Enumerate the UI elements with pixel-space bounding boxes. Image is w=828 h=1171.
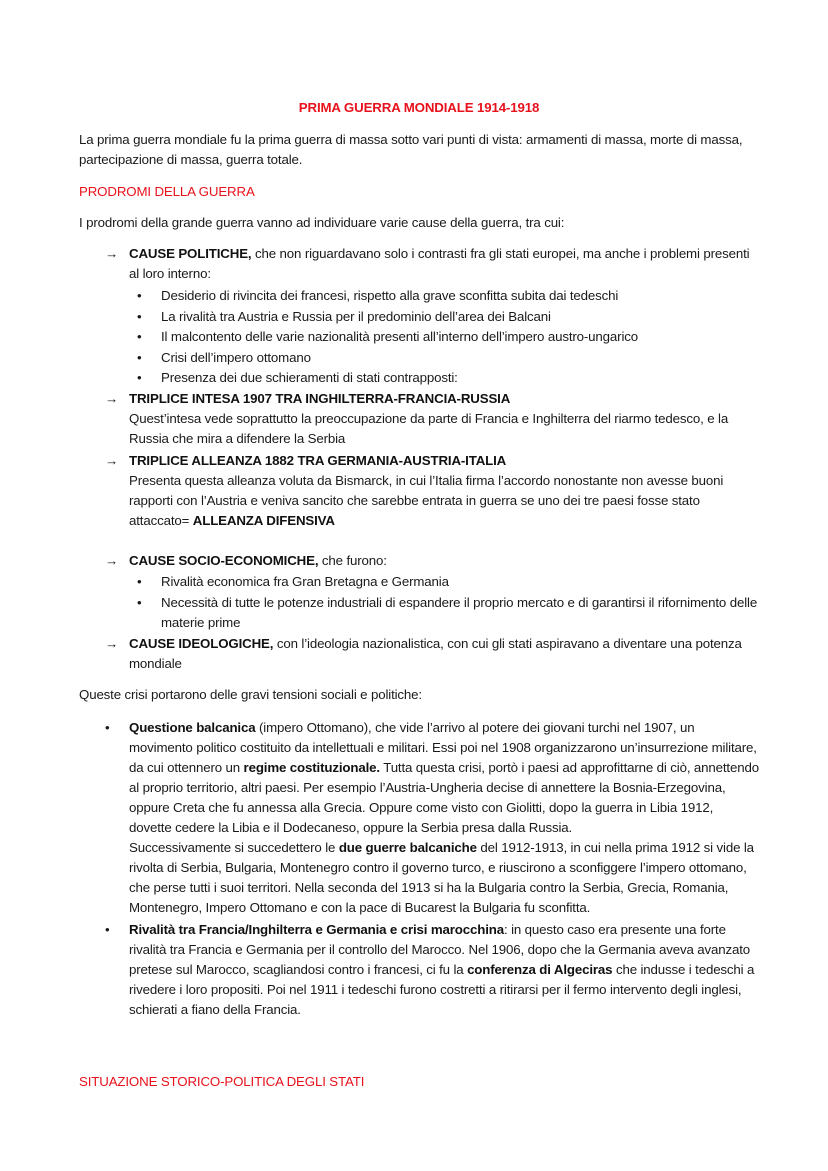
list-item: • Necessità di tutte le potenze industriali di espandere il proprio mercato e di garantirsi il rifornimento delle materie prime <box>137 594 758 630</box>
bullet-icon: • <box>137 370 142 385</box>
list-item: • La rivalità tra Austria e Russia per il predominio dell’area dei Balcani <box>161 307 759 328</box>
list-item-rivalita: • Rivalità tra Francia/Inghilterra e Germania e crisi marocchina: in questo caso era presente una forte rivalità tra Francia e Germania per il controllo del Marocco. Nel 1906, dopo che la Germania aveva avanzato pretese sul Marocco, scagliandosi contro i francesi, ci fu la conferenza di Algeciras che indusse i tedeschi a rivedere i loro propositi. Poi nel 1911 i tedeschi furono costretti a ritirarsi per il fermo intervento degli inglesi, schierati a fiano della Francia. <box>105 922 755 1017</box>
bullet-icon: • <box>137 594 142 610</box>
label-triplice-intesa: TRIPLICE INTESA 1907 TRA INGHILTERRA-FRANCIA-RUSSIA <box>129 391 511 406</box>
section-heading-situazione: SITUAZIONE STORICO-POLITICA DEGLI STATI <box>79 1074 365 1089</box>
list-cause-socio <box>137 572 759 633</box>
text-cause-socio: che furono: <box>318 553 387 568</box>
label-cause-socio: CAUSE SOCIO-ECONOMICHE, <box>129 553 319 568</box>
prodromi-lead: I prodromi della grande guerra vanno ad individuare varie cause della guerra, tra cui: <box>79 215 565 230</box>
list-cause-politiche <box>137 286 759 389</box>
label-cause-politiche: CAUSE POLITICHE, <box>129 246 252 261</box>
bullet-icon: • <box>137 308 142 324</box>
text-cause-ideologiche: con l’ideologia nazionalistica, con cui gli stati aspiravano a diventare una potenza mondiale <box>129 636 742 671</box>
list-item: • Presenza dei due schieramenti di stati contrapposti: <box>161 368 759 389</box>
bullet-icon: • <box>105 922 110 937</box>
bullet-icon: • <box>137 574 142 589</box>
bullet-icon: • <box>137 349 142 365</box>
bullet-icon: • <box>137 288 142 303</box>
arrow-right-icon: → <box>105 246 119 261</box>
bullet-icon: • <box>137 329 142 344</box>
list-crisi <box>105 718 759 1020</box>
section-heading-prodromi: PRODROMI DELLA GUERRA <box>79 184 255 199</box>
document-title: PRIMA GUERRA MONDIALE 1914-1918 <box>298 100 540 115</box>
bullet-icon: • <box>105 720 110 735</box>
list-item: • Il malcontento delle varie nazionalità presenti all’interno dell’impero austro-ungarico <box>161 327 759 348</box>
arrow-right-icon: → <box>105 453 119 468</box>
alleanza-difensiva: ALLEANZA DIFENSIVA <box>192 513 335 528</box>
arrow-right-icon: → <box>105 391 119 406</box>
list-item-questione-balcanica: • Questione balcanica (impero Ottomano), che vide l’arrivo al potere dei giovani turchi nel 1907, un movimento politico costituito da intellettuali e militari. Essi poi nel 1908 organizzarono un’insurrezione militare, da cui ottennero un regime costituzionale. Tutta questa crisi, portò i paesi ad approfittarne di ciò, annettendo al proprio territorio, altri paesi. Per esempio l’Austria-Ungheria decise di annettere la Bosnia-Erzegovina, oppure Creta che fu annessa alla Grecia. Oppure come visto con Giolitti, dopo la guerra in Libia 1912, dovette cedere la Libia e il Dodecaneso, oppure la Serbia presa dalla Russia. Successivamente si succedettero le due guerre balcaniche del 1912-1913, in cui nella prima 1912 si vide la rivolta di Serbia, Bulgaria, Montenegro contro il governo turco, e riuscirono a sconfiggere l’impero ottomano, che perse tutti i suoi territori. Nella seconda del 1913 si ha la Bulgaria contro la Serbia, Grecia, Romania, Montenegro, Impero Ottomano e con la pace di Bucarest la Bulgaria fu sconfitta. <box>105 720 759 915</box>
text-cause-politiche: che non riguardavano solo i contrasti fra gli stati europei, ma anche i problemi presenti al loro interno: <box>129 246 750 281</box>
list-item: • Crisi dell’impero ottomano <box>161 348 759 369</box>
intro-paragraph: La prima guerra mondiale fu la prima guerra di massa sotto vari punti di vista: armamenti di massa, morte di massa, partecipazione di massa, guerra totale. <box>79 132 743 167</box>
label-triplice-alleanza: TRIPLICE ALLEANZA 1882 TRA GERMANIA-AUSTRIA-ITALIA <box>129 453 507 468</box>
text-triplice-intesa: Quest’intesa vede soprattutto la preoccupazione da parte di Francia e Inghilterra del riarmo tedesco, e la Russia che mira a difendere la Serbia <box>129 411 729 446</box>
text-triplice-alleanza: Presenta questa alleanza voluta da Bismarck, in cui l’Italia firma l’accordo nonostante non avesse buoni rapporti con l’Austria e veniva sancito che sarebbe entrata in guerra se uno dei tre paesi fosse stato attaccato= <box>129 473 724 528</box>
list-item: • Rivalità economica fra Gran Bretagna e Germania <box>161 572 759 593</box>
crisi-lead: Queste crisi portarono delle gravi tensioni sociali e politiche: <box>79 687 422 702</box>
list-item: • Desiderio di rivincita dei francesi, rispetto alla grave sconfitta subita dai tedeschi <box>161 286 759 307</box>
label-cause-ideologiche: CAUSE IDEOLOGICHE, <box>129 636 274 651</box>
arrow-right-icon: → <box>105 553 119 568</box>
arrow-right-icon: → <box>105 636 119 651</box>
